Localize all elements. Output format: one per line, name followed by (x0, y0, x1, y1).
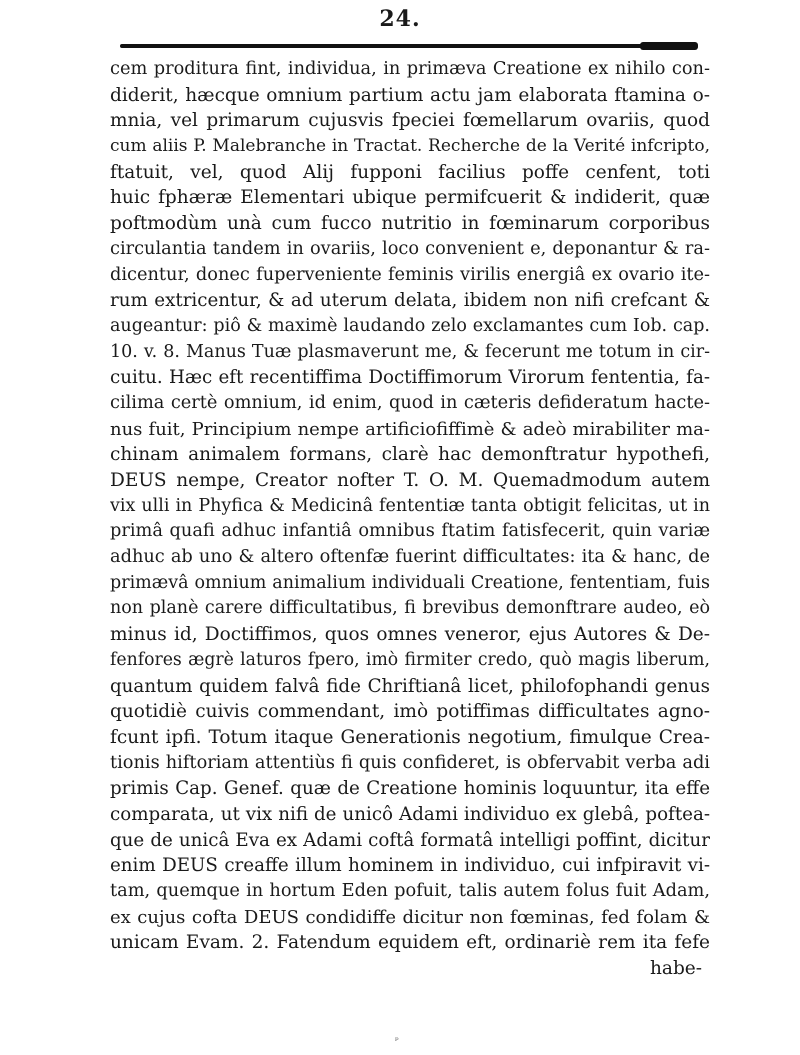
text-line: primis Cap. Genef. quæ de Creatione hominis loquuntur, ita effe (110, 778, 710, 800)
text-line: dicentur, donec fuperveniente feminis virilis energiâ ex ovario ite- (110, 264, 710, 285)
text-line: tionis hiftoriam attentiùs fi quis confideret, is obfervabit verba adi (110, 752, 710, 773)
text-line: ex cujus cofta DEUS condidiffe dicitur non fœminas, fed folam & (110, 906, 710, 928)
text-line: habe- (650, 958, 702, 980)
text-line: cem proditura fint, individua, in primæva Creatione ex nihilo con- (110, 59, 710, 79)
text-line: que de unicâ Eva ex Adami coftâ formatâ intelligi poffint, dicitur (110, 829, 710, 851)
text-line: DEUS nempe, Creator nofter T. O. M. Quemadmodum autem (110, 470, 710, 491)
text-line: chinam animalem formans, clarè hac demonftratur hypothefi, (110, 444, 710, 466)
text-line: unicam Evam. 2. Fatendum equidem eft, ordinariè rem ita fefe (110, 932, 710, 954)
text-line: augeantur: piô & maximè laudando zelo exclamantes cum Iob. cap. (110, 315, 710, 336)
text-line: primâ quafi adhuc infantiâ omnibus ftatim fatisfecerit, quin variæ (110, 521, 710, 542)
text-line: cilima certè omnium, id enim, quod in cæteris defideratum hacte- (110, 392, 710, 413)
text-line: fcunt ipfi. Totum itaque Generationis negotium, fimulque Crea- (110, 726, 710, 748)
text-line: comparata, ut vix nifi de unicô Adami individuo ex glebâ, poftea- (110, 803, 710, 825)
text-line: primævâ omnium animalium individuali Creatione, fententiam, fuis (110, 572, 710, 593)
text-line: huic fphæræ Elementari ubique permifcuerit & indiderit, quæ (110, 187, 710, 209)
text-line: ftatuit, vel, quod Alij fupponi facilius poffe cenfent, toti (110, 161, 710, 183)
text-line: quotidiè cuivis commendant, imò potiffimas difficultates agno- (110, 701, 710, 723)
text-line: diderit, hæcque omnium partium actu jam elaborata ftamina o- (110, 84, 710, 106)
text-line: poftmodùm unà cum fucco nutritio in fœminarum corporibus (110, 213, 710, 235)
text-line: rum extricentur, & ad uterum delata, ibidem non nifi crefcant & (110, 290, 710, 312)
text-line: fenfores ægrè laturos fpero, imò firmiter credo, quò magis liberum, (110, 649, 710, 670)
body-text (110, 57, 710, 982)
text-line: quantum quidem falvâ fide Chriftianâ licet, philofophandi genus (110, 675, 710, 697)
text-line: tam, quemque in hortum Eden pofuit, talis autem folus fuit Adam, (110, 881, 710, 901)
text-line: nus fuit, Principium nempe artificiofiffimè & adeò mirabiliter ma- (110, 418, 710, 440)
text-line: 10. v. 8. Manus Tuæ plasmaverunt me, & fecerunt me totum in cir- (110, 341, 710, 362)
text-line: cum aliis P. Malebranche in Tractat. Recherche de la Verité infcripto, (110, 136, 710, 157)
text-line: adhuc ab uno & altero oftenfæ fuerint difficultates: ita & hanc, de (110, 547, 710, 568)
text-line: non planè carere difficultatibus, fi brevibus demonftrare audeo, eò (110, 598, 710, 619)
header-rule (120, 44, 698, 48)
text-line: mnia, vel primarum cujusvis fpeciei fœmellarum ovariis, quod (110, 110, 710, 132)
text-line: circulantia tandem in ovariis, loco convenient e, deponantur & ra- (110, 238, 710, 259)
text-line: enim DEUS creaffe illum hominem in individuo, cui infpiravit vi- (110, 855, 710, 877)
text-line: vix ulli in Phyfica & Medicinâ fententiæ tanta obtigit felicitas, ut in (110, 495, 710, 516)
page-number: 24. (379, 6, 421, 32)
header-rule-ornament (640, 42, 698, 50)
text-line: minus id, Doctiffimos, quos omnes veneror, ejus Autores & De- (110, 624, 710, 646)
text-line: cuitu. Hæc eft recentiffima Doctiffimorum Virorum fententia, fa- (110, 367, 710, 389)
footer-mark: ᵖ (395, 1036, 399, 1046)
